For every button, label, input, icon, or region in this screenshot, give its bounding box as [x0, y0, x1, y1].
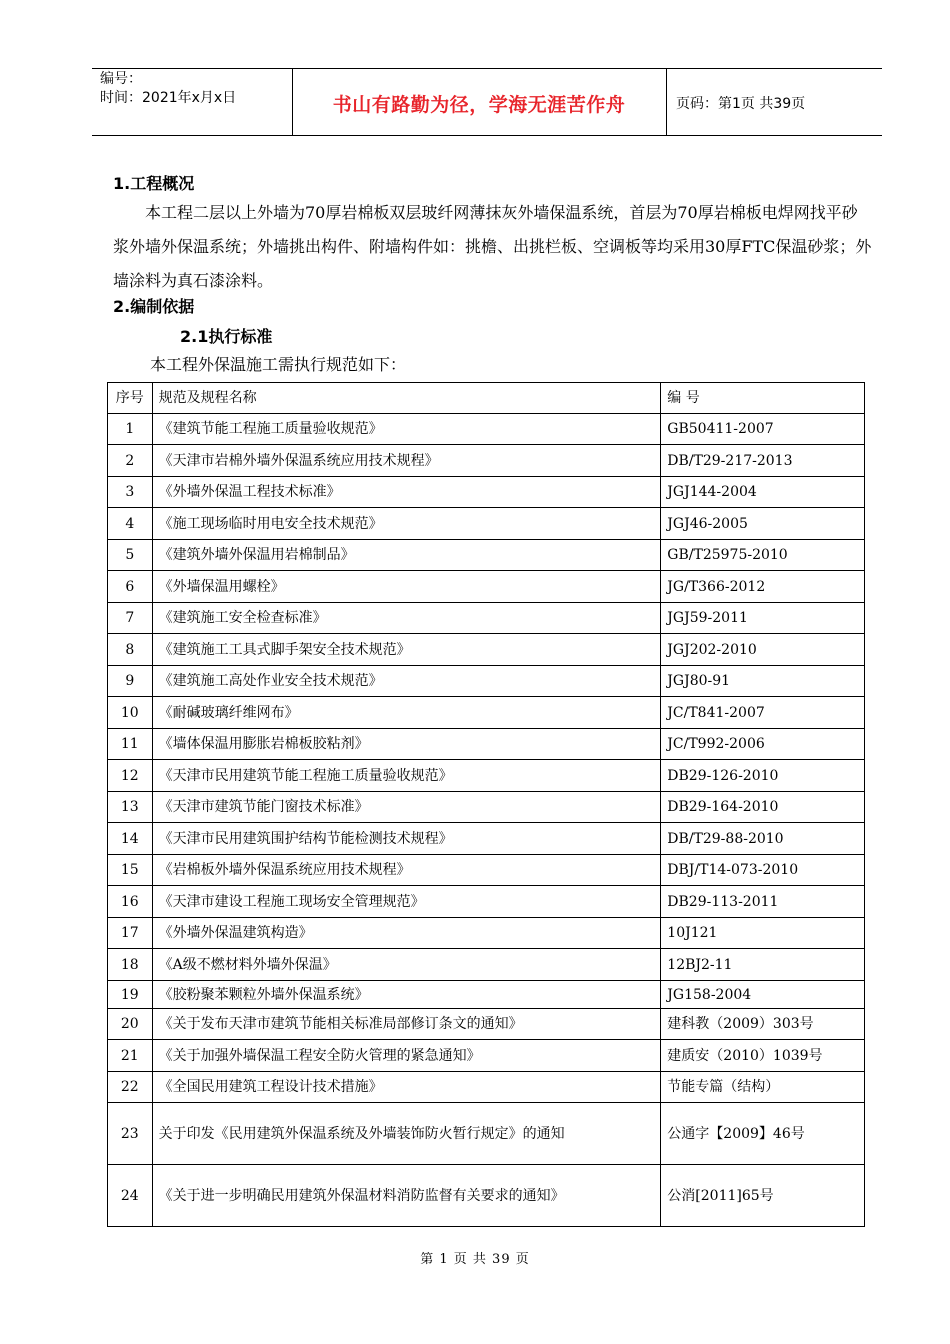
row-name-cell: 《施工现场临时用电安全技术规范》 — [152, 508, 661, 540]
overview-paragraph: 本工程二层以上外墙为70厚岩棉板双层玻纤网薄抹灰外墙保温系统，首层为70厚岩棉板电焊网找平砂浆外墙外保温系统；外墙挑出构件、附墙构件如：挑檐、出挑栏板、空调板等均采用30厚FTC保温砂浆；外墙涂料为真石漆涂料。 — [113, 203, 872, 290]
row-index-cell: 6 — [108, 571, 153, 603]
row-code-cell: JGJ202-2010 — [661, 634, 865, 666]
row-code-cell: 12BJ2-11 — [661, 949, 865, 981]
table-row — [108, 666, 865, 697]
row-name-cell: 《全国民用建筑工程设计技术措施》 — [152, 1072, 661, 1103]
table-row — [108, 1165, 865, 1227]
row-index-cell: 2 — [108, 445, 153, 477]
row-code-cell: JC/T841-2007 — [661, 697, 865, 729]
row-name-cell: 《天津市民用建筑节能工程施工质量验收规范》 — [152, 760, 661, 792]
row-index-cell: 15 — [108, 855, 153, 886]
row-index-cell: 1 — [108, 414, 153, 445]
table-row — [108, 477, 865, 508]
row-index-cell: 9 — [108, 666, 153, 697]
header-meta — [100, 70, 236, 108]
section-title-basis: 2.编制依据 — [113, 297, 195, 316]
table-header-row — [108, 383, 865, 414]
row-code-cell: DB/T29-88-2010 — [661, 823, 865, 855]
row-code-cell: JGJ46-2005 — [661, 508, 865, 540]
table-row — [108, 886, 865, 918]
row-index-cell: 5 — [108, 540, 153, 571]
row-index-cell: 18 — [108, 949, 153, 981]
row-index-cell: 21 — [108, 1040, 153, 1072]
row-code-cell: 建质安（2010）1039号 — [661, 1040, 865, 1072]
row-name-cell: 《外墙保温用螺栓》 — [152, 571, 661, 603]
row-index-cell: 12 — [108, 760, 153, 792]
subsection-title-standards: 2.1执行标准 — [180, 327, 273, 346]
table-row — [108, 760, 865, 792]
row-code-cell: DB29-126-2010 — [661, 760, 865, 792]
row-name-cell: 《建筑施工工具式脚手架安全技术规范》 — [152, 634, 661, 666]
row-index-cell: 10 — [108, 697, 153, 729]
table-row — [108, 634, 865, 666]
row-index-cell: 4 — [108, 508, 153, 540]
row-name-cell: 《建筑施工安全检查标准》 — [152, 603, 661, 634]
row-name-cell: 《关于发布天津市建筑节能相关标准局部修订条文的通知》 — [152, 1009, 661, 1040]
row-index-cell: 23 — [108, 1103, 153, 1165]
row-index-cell: 16 — [108, 886, 153, 918]
row-name-cell: 《耐碱玻璃纤维网布》 — [152, 697, 661, 729]
row-index-cell: 20 — [108, 1009, 153, 1040]
row-name-cell: 《关于加强外墙保温工程安全防火管理的紧急通知》 — [152, 1040, 661, 1072]
table-row — [108, 603, 865, 634]
document-number-label: 编号： — [100, 71, 142, 87]
header-cell-name: 规范及规程名称 — [152, 383, 661, 414]
row-code-cell: JG/T366-2012 — [661, 571, 865, 603]
row-index-cell: 17 — [108, 918, 153, 949]
row-code-cell: 建科教（2009）303号 — [661, 1009, 865, 1040]
row-name-cell: 《建筑施工高处作业安全技术规范》 — [152, 666, 661, 697]
row-code-cell: DB29-113-2011 — [661, 886, 865, 918]
row-name-cell: 《A级不燃材料外墙外保温》 — [152, 949, 661, 981]
table-row — [108, 981, 865, 1009]
standards-table — [107, 382, 865, 1227]
document-time-label: 时间：2021年x月x日 — [100, 90, 237, 106]
row-code-cell: JGJ59-2011 — [661, 603, 865, 634]
header-cell-code: 编 号 — [661, 383, 865, 414]
table-row — [108, 697, 865, 729]
row-name-cell: 关于印发《民用建筑外保温系统及外墙装饰防火暂行规定》的通知 — [152, 1103, 661, 1165]
table-row — [108, 1103, 865, 1165]
row-name-cell: 《建筑外墙外保温用岩棉制品》 — [152, 540, 661, 571]
table-row — [108, 445, 865, 477]
header-bottom-rule — [92, 135, 882, 136]
table-row — [108, 1072, 865, 1103]
page-footer: 第 1 页 共 39 页 — [420, 1252, 530, 1267]
header-top-rule — [92, 68, 882, 69]
table-row — [108, 508, 865, 540]
row-index-cell: 7 — [108, 603, 153, 634]
row-name-cell: 《天津市建筑节能门窗技术标准》 — [152, 792, 661, 823]
table-row — [108, 540, 865, 571]
row-name-cell: 《天津市民用建筑围护结构节能检测技术规程》 — [152, 823, 661, 855]
row-name-cell: 《外墙外保温工程技术标准》 — [152, 477, 661, 508]
row-index-cell: 11 — [108, 729, 153, 760]
table-row — [108, 949, 865, 981]
row-code-cell: JGJ80-91 — [661, 666, 865, 697]
row-index-cell: 13 — [108, 792, 153, 823]
row-name-cell: 《岩棉板外墙外保温系统应用技术规程》 — [152, 855, 661, 886]
row-code-cell: DB/T29-217-2013 — [661, 445, 865, 477]
row-index-cell: 19 — [108, 981, 153, 1009]
row-code-cell: JGJ144-2004 — [661, 477, 865, 508]
table-row — [108, 571, 865, 603]
header-page-info: 页码：第1页 共39页 — [676, 96, 806, 112]
header-divider — [666, 68, 667, 135]
row-name-cell: 《天津市建设工程施工现场安全管理规范》 — [152, 886, 661, 918]
row-code-cell: JC/T992-2006 — [661, 729, 865, 760]
row-index-cell: 3 — [108, 477, 153, 508]
table-row — [108, 823, 865, 855]
row-index-cell: 22 — [108, 1072, 153, 1103]
table-row — [108, 414, 865, 445]
row-index-cell: 8 — [108, 634, 153, 666]
header-motto: 书山有路勤为径，学海无涯苦作舟 — [332, 94, 626, 116]
table-row — [108, 855, 865, 886]
row-code-cell: DBJ/T14-073-2010 — [661, 855, 865, 886]
row-code-cell: 10J121 — [661, 918, 865, 949]
row-code-cell: GB50411-2007 — [661, 414, 865, 445]
header-cell-index: 序号 — [108, 383, 153, 414]
row-name-cell: 《天津市岩棉外墙外保温系统应用技术规程》 — [152, 445, 661, 477]
row-name-cell: 《建筑节能工程施工质量验收规范》 — [152, 414, 661, 445]
row-index-cell: 14 — [108, 823, 153, 855]
row-code-cell: DB29-164-2010 — [661, 792, 865, 823]
table-row — [108, 1009, 865, 1040]
row-code-cell: 公通字【2009】46号 — [661, 1103, 865, 1165]
standards-intro: 本工程外保温施工需执行规范如下： — [150, 355, 407, 374]
row-name-cell: 《关于进一步明确民用建筑外保温材料消防监督有关要求的通知》 — [152, 1165, 661, 1227]
table-row — [108, 918, 865, 949]
section-title-overview: 1.工程概况 — [113, 174, 195, 193]
table-row — [108, 792, 865, 823]
row-code-cell: 公消[2011]65号 — [661, 1165, 865, 1227]
row-code-cell: GB/T25975-2010 — [661, 540, 865, 571]
table-row — [108, 1040, 865, 1072]
row-name-cell: 《胶粉聚苯颗粒外墙外保温系统》 — [152, 981, 661, 1009]
row-name-cell: 《外墙外保温建筑构造》 — [152, 918, 661, 949]
row-code-cell: JG158-2004 — [661, 981, 865, 1009]
row-index-cell: 24 — [108, 1165, 153, 1227]
table-row — [108, 729, 865, 760]
row-name-cell: 《墙体保温用膨胀岩棉板胶粘剂》 — [152, 729, 661, 760]
row-code-cell: 节能专篇（结构） — [661, 1072, 865, 1103]
